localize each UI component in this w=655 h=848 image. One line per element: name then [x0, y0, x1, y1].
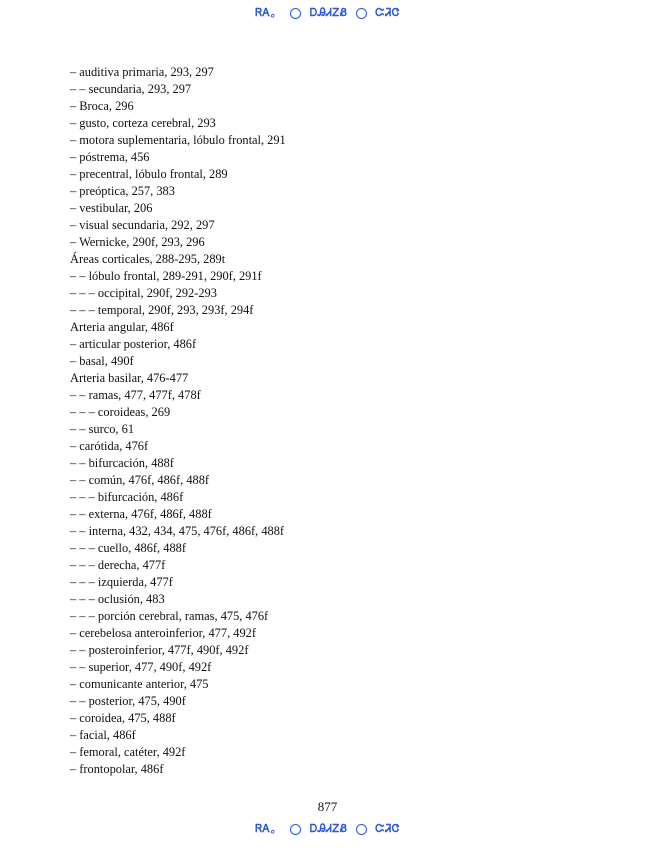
index-entry: – – – coroideas, 269	[70, 405, 171, 419]
index-entry: – comunicante anterior, 475	[70, 677, 209, 691]
index-entry: – – superior, 477, 490f, 492f	[70, 660, 212, 674]
index-entry: Arteria basilar, 476-477	[70, 371, 189, 385]
index-entry: – – – bifurcación, 486f	[70, 490, 184, 504]
index-entry: – – surco, 61	[70, 422, 135, 436]
circle-icon	[356, 824, 367, 835]
watermark-top	[0, 4, 655, 20]
watermark-right-glyphs: ᎠᎯᏗᏃᏰ	[309, 822, 348, 835]
index-entry: – – lóbulo frontal, 289-291, 290f, 291f	[70, 269, 262, 283]
index-entry: – femoral, catéter, 492f	[70, 745, 186, 759]
index-entry: – Broca, 296	[70, 99, 134, 113]
index-entry: – – – izquierda, 477f	[70, 575, 173, 589]
index-entry: – – posteroinferior, 477f, 490f, 492f	[70, 643, 249, 657]
index-entry: – – – derecha, 477f	[70, 558, 166, 572]
index-entry: – visual secundaria, 292, 297	[70, 218, 215, 232]
index-entry: Arteria angular, 486f	[70, 320, 174, 334]
index-entry: – – – occipital, 290f, 292-293	[70, 286, 217, 300]
index-entry: – póstrema, 456	[70, 150, 150, 164]
watermark-bottom	[0, 820, 655, 836]
index-entry: – – ramas, 477, 477f, 478f	[70, 388, 201, 402]
index-entry: – – – oclusión, 483	[70, 592, 165, 606]
index-entry: – gusto, corteza cerebral, 293	[70, 116, 216, 130]
index-entry: – – secundaria, 293, 297	[70, 82, 192, 96]
circle-icon	[290, 824, 301, 835]
index-entry: Áreas corticales, 288-295, 289t	[70, 252, 226, 266]
watermark-right-glyphs: ᎠᎯᏗᏃᏰ	[309, 6, 348, 19]
index-entry: – motora suplementaria, lóbulo frontal, 291	[70, 133, 286, 147]
index-entry: – vestibular, 206	[70, 201, 153, 215]
index-entry: – carótida, 476f	[70, 439, 149, 453]
index-entry: – – común, 476f, 486f, 488f	[70, 473, 210, 487]
watermark-left-glyphs: ᏒᎪ。	[255, 822, 283, 835]
index-entry: – precentral, lóbulo frontal, 289	[70, 167, 228, 181]
index-entry: – – posterior, 475, 490f	[70, 694, 186, 708]
index-entry: – – externa, 476f, 486f, 488f	[70, 507, 212, 521]
index-entry: – auditiva primaria, 293, 297	[70, 65, 214, 79]
circle-icon	[356, 8, 367, 19]
index-list	[70, 64, 286, 778]
index-entry: – facial, 486f	[70, 728, 136, 742]
index-entry: – – – temporal, 290f, 293, 293f, 294f	[70, 303, 254, 317]
index-entry: – basal, 490f	[70, 354, 134, 368]
index-entry: – – bifurcación, 488f	[70, 456, 174, 470]
index-entry: – articular posterior, 486f	[70, 337, 197, 351]
index-entry: – coroidea, 475, 488f	[70, 711, 176, 725]
index-entry: – – – cuello, 486f, 488f	[70, 541, 186, 555]
index-entry: – Wernicke, 290f, 293, 296	[70, 235, 205, 249]
page-number: 877	[317, 799, 338, 814]
index-entry: – frontopolar, 486f	[70, 762, 164, 776]
index-entry: – – – porción cerebral, ramas, 475, 476f	[70, 609, 269, 623]
index-entry: – preóptica, 257, 383	[70, 184, 175, 198]
circle-icon	[290, 8, 301, 19]
index-entry: – – interna, 432, 434, 475, 476f, 486f, 488f	[70, 524, 285, 538]
watermark-tail-glyphs: ᏨᏘᏣ	[375, 822, 400, 835]
watermark-left-glyphs: ᏒᎪ。	[255, 6, 283, 19]
index-entry: – cerebelosa anteroinferior, 477, 492f	[70, 626, 256, 640]
watermark-tail-glyphs: ᏨᏘᏣ	[375, 6, 400, 19]
